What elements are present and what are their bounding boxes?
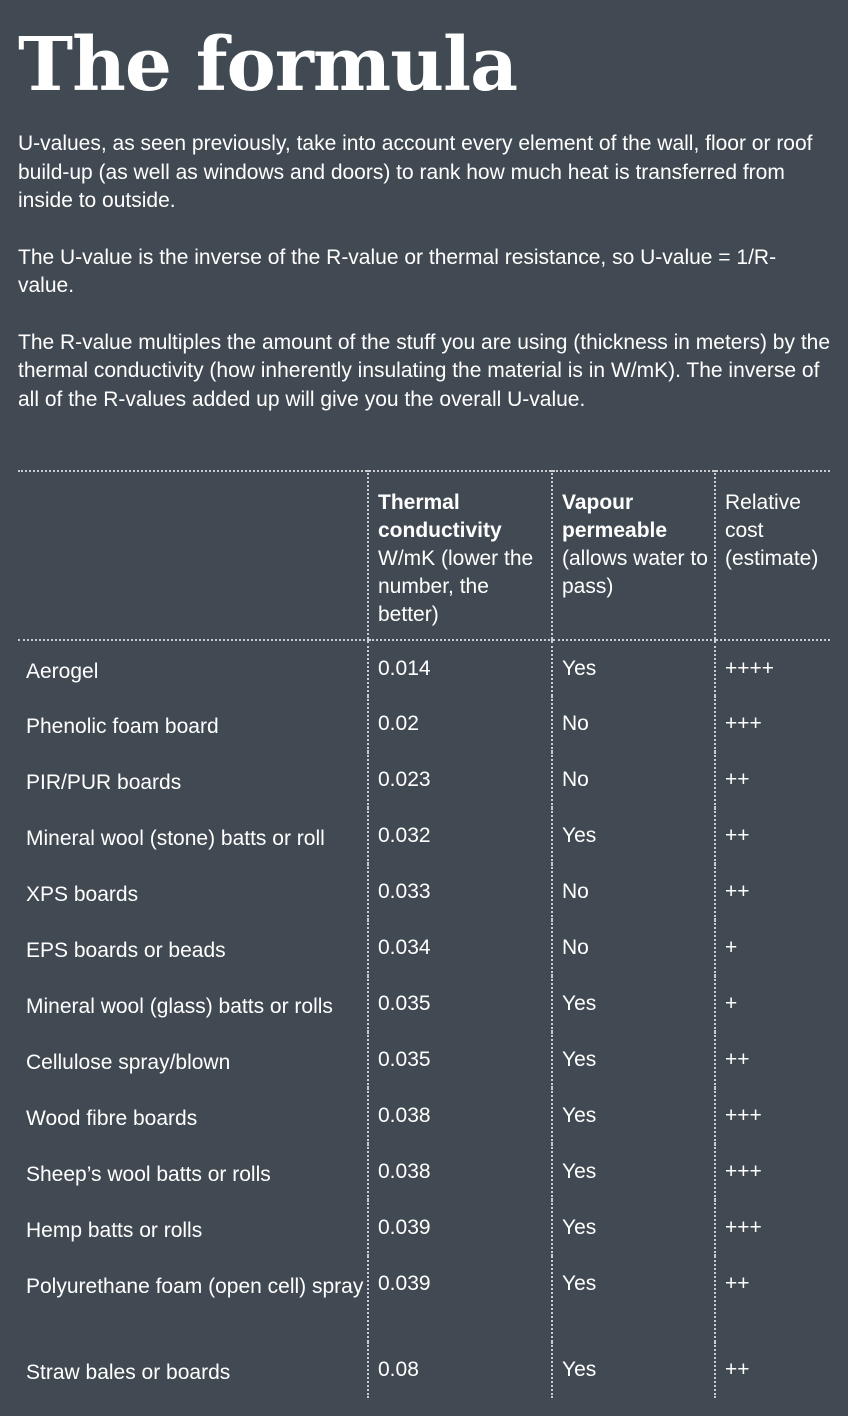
material-name: XPS boards (26, 883, 139, 906)
vapour-value: No (552, 920, 715, 976)
material-name: Hemp batts or rolls (26, 1219, 203, 1242)
vapour-value: Yes (552, 640, 715, 696)
cost-value: +++ (715, 1144, 830, 1200)
table-row (18, 752, 830, 808)
insulation-table-container (18, 470, 830, 1398)
conductivity-value: 0.033 (368, 864, 552, 920)
material-name: Aerogel (26, 660, 99, 683)
header-conductivity-note: W/mK (lower the number, the better) (378, 547, 534, 626)
material-name: Straw bales or boards (26, 1361, 231, 1384)
conductivity-value: 0.08 (368, 1342, 552, 1398)
table-row (18, 1032, 830, 1088)
material-name: Polyurethane foam (open cell) spray (26, 1275, 364, 1298)
page-title: The formula (18, 22, 518, 108)
intro-paragraph: The R-value multiples the amount of the stuff you are using (thickness in meters) by the thermal conductivity (how inherently insulating the material is in W/mK). The inverse of all of the R-values added up will give you the overall U-value. (18, 330, 831, 411)
header-vapour-note: (allows water to pass) (562, 547, 708, 598)
header-vapour-title: Vapour permeable (562, 491, 668, 542)
material-name: Phenolic foam board (26, 715, 219, 738)
vapour-value: Yes (552, 1200, 715, 1256)
vapour-value: Yes (552, 1342, 715, 1398)
vapour-value: Yes (552, 1032, 715, 1088)
cost-value: ++ (715, 1342, 830, 1398)
material-name: Mineral wool (stone) batts or roll (26, 827, 325, 850)
vapour-value: Yes (552, 1088, 715, 1144)
cost-value: ++ (715, 1032, 830, 1088)
table-row (18, 976, 830, 1032)
cost-value: ++ (715, 1256, 830, 1342)
header-vapour-permeable (552, 471, 715, 640)
vapour-value: Yes (552, 808, 715, 864)
cost-value: ++++ (715, 640, 830, 696)
intro-paragraph: U-values, as seen previously, take into account every element of the wall, floor or roof build-up (as well as windows and doors) to rank how much heat is transferred from inside to outside. (18, 132, 813, 212)
conductivity-value: 0.038 (368, 1088, 552, 1144)
conductivity-value: 0.035 (368, 976, 552, 1032)
table-header (18, 471, 830, 640)
conductivity-value: 0.039 (368, 1256, 552, 1342)
cost-value: +++ (715, 1088, 830, 1144)
material-name: Sheep’s wool batts or rolls (26, 1163, 271, 1186)
conductivity-value: 0.023 (368, 752, 552, 808)
conductivity-value: 0.014 (368, 640, 552, 696)
intro-text (18, 130, 830, 442)
table-row (18, 640, 830, 696)
material-name: PIR/PUR boards (26, 771, 182, 794)
cost-value: ++ (715, 808, 830, 864)
vapour-value: Yes (552, 976, 715, 1032)
table-body (18, 640, 830, 1398)
conductivity-value: 0.034 (368, 920, 552, 976)
vapour-value: Yes (552, 1144, 715, 1200)
header-material (18, 471, 368, 640)
table-row (18, 808, 830, 864)
conductivity-value: 0.039 (368, 1200, 552, 1256)
material-name: Wood fibre boards (26, 1107, 198, 1130)
conductivity-value: 0.032 (368, 808, 552, 864)
vapour-value: No (552, 696, 715, 752)
header-cost-line: cost (725, 519, 764, 542)
table-row (18, 1342, 830, 1398)
table-row (18, 1200, 830, 1256)
header-thermal-conductivity (368, 471, 552, 640)
table-row (18, 920, 830, 976)
conductivity-value: 0.035 (368, 1032, 552, 1088)
header-row (18, 471, 830, 640)
header-cost-line: (estimate) (725, 547, 819, 570)
cost-value: +++ (715, 696, 830, 752)
conductivity-value: 0.02 (368, 696, 552, 752)
table-row (18, 696, 830, 752)
table-row (18, 1144, 830, 1200)
header-conductivity-title: Thermal conductivity (378, 491, 502, 542)
material-name: Mineral wool (glass) batts or rolls (26, 995, 333, 1018)
intro-paragraph: The U-value is the inverse of the R-value or thermal resistance, so U-value = 1/R-value. (18, 245, 777, 297)
cost-value: +++ (715, 1200, 830, 1256)
insulation-table (18, 470, 830, 1398)
table-row (18, 1256, 830, 1342)
cost-value: ++ (715, 752, 830, 808)
vapour-value: No (552, 864, 715, 920)
table-row (18, 864, 830, 920)
cost-value: ++ (715, 864, 830, 920)
table-row (18, 1088, 830, 1144)
vapour-value: Yes (552, 1256, 715, 1342)
cost-value: + (715, 976, 830, 1032)
conductivity-value: 0.038 (368, 1144, 552, 1200)
vapour-value: No (552, 752, 715, 808)
material-name: Cellulose spray/blown (26, 1051, 231, 1074)
cost-value: + (715, 920, 830, 976)
header-relative-cost (715, 471, 830, 640)
material-name: EPS boards or beads (26, 939, 226, 962)
header-cost-line: Relative (725, 491, 801, 514)
